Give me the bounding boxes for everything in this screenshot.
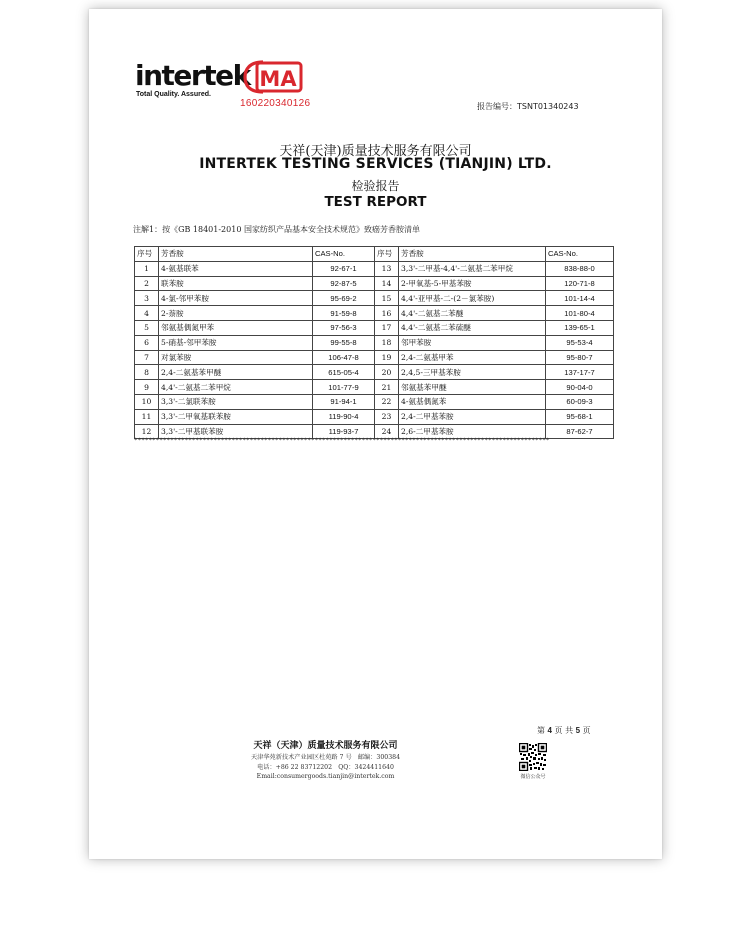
report-number-label: 报告编号： — [477, 102, 517, 111]
logo-tagline: Total Quality. Assured. — [136, 91, 211, 98]
header-no: 序号 — [375, 247, 399, 262]
cell-amine: 4,4'-二氨基二苯甲烷 — [159, 380, 313, 395]
table-row — [135, 261, 614, 276]
cell-no: 24 — [375, 424, 399, 439]
aromatic-amine-table — [134, 246, 614, 439]
cell-cas: 87-62-7 — [546, 424, 614, 439]
cell-amine: 4-氨基偶氮苯 — [399, 394, 546, 409]
cell-amine: 邻氨基偶氮甲苯 — [159, 320, 313, 335]
table-row — [135, 291, 614, 306]
cell-amine: 4,4'-二氨基二苯硫醚 — [399, 320, 546, 335]
cell-no: 12 — [135, 424, 159, 439]
cell-amine: 4,4'-二氨基二苯醚 — [399, 306, 546, 321]
table-row — [135, 394, 614, 409]
cell-no: 7 — [135, 350, 159, 365]
footer-address: 天津华苑新技术产业园区杜苑路 7 号 邮编：300384 — [250, 754, 401, 761]
cell-cas: 139-65-1 — [546, 320, 614, 335]
cma-seal-icon — [243, 60, 303, 94]
cell-cas: 92-87-5 — [313, 276, 375, 291]
header-amine: 芳香胺 — [399, 247, 546, 262]
cell-no: 20 — [375, 365, 399, 380]
cell-amine: 3,3'-二氯联苯胺 — [159, 394, 313, 409]
footer-company: 天祥（天津）质量技术服务有限公司 — [253, 741, 398, 751]
cell-cas: 838-88-0 — [546, 261, 614, 276]
company-name-cn: 天祥(天津)质量技术服务有限公司 — [279, 144, 472, 159]
cell-amine: 3,3'-二甲基联苯胺 — [159, 424, 313, 439]
table-row — [135, 350, 614, 365]
header-cas: CAS-No. — [313, 247, 375, 262]
cell-cas: 95-68-1 — [546, 409, 614, 424]
table-row — [135, 380, 614, 395]
cell-cas: 60-09-3 — [546, 394, 614, 409]
cell-no: 11 — [135, 409, 159, 424]
footer — [89, 740, 562, 782]
cell-amine: 3,3'-二甲氧基联苯胺 — [159, 409, 313, 424]
cell-cas: 101-77-9 — [313, 380, 375, 395]
report-page — [89, 9, 662, 859]
cell-amine: 4-氯-邻甲苯胺 — [159, 291, 313, 306]
cell-no: 1 — [135, 261, 159, 276]
cell-cas: 95-80-7 — [546, 350, 614, 365]
cell-no: 14 — [375, 276, 399, 291]
table-note: 注解1：按《GB 18401-2010 国家纺织产品基本安全技术规范》致癌芳香胺清单 — [133, 225, 420, 234]
cell-cas: 119-93-7 — [313, 424, 375, 439]
header-cas: CAS-No. — [546, 247, 614, 262]
cell-amine: 2,6-二甲基苯胺 — [399, 424, 546, 439]
cell-cas: 615-05-4 — [313, 365, 375, 380]
cell-no: 18 — [375, 335, 399, 350]
cell-amine: 2-萘胺 — [159, 306, 313, 321]
cell-no: 9 — [135, 380, 159, 395]
table-row — [135, 320, 614, 335]
cell-no: 19 — [375, 350, 399, 365]
cell-cas: 91-94-1 — [313, 394, 375, 409]
cell-amine: 2,4,5-三甲基苯胺 — [399, 365, 546, 380]
cell-amine: 2,4-二氨基甲苯 — [399, 350, 546, 365]
table-end-marker: ******************************************************************************************************************* — [134, 437, 550, 444]
cell-no: 23 — [375, 409, 399, 424]
cell-no: 3 — [135, 291, 159, 306]
page-current: 4 — [547, 726, 552, 735]
cell-amine: 邻甲苯胺 — [399, 335, 546, 350]
cell-cas: 101-80-4 — [546, 306, 614, 321]
table-row — [135, 365, 614, 380]
cell-cas: 99-55-8 — [313, 335, 375, 350]
table-row — [135, 335, 614, 350]
cell-no: 22 — [375, 394, 399, 409]
cell-amine: 3,3'-二甲基-4,4'-二氨基二苯甲烷 — [399, 261, 546, 276]
logo-wordmark: intertek — [135, 59, 250, 92]
cell-amine: 2-甲氧基-5-甲基苯胺 — [399, 276, 546, 291]
cell-amine: 5-硝基-邻甲苯胺 — [159, 335, 313, 350]
cell-amine: 4-氨基联苯 — [159, 261, 313, 276]
table-row — [135, 276, 614, 291]
footer-phone: 电话：+86 22 83712202 QQ：3424411640 — [257, 763, 394, 771]
cell-cas: 137-17-7 — [546, 365, 614, 380]
cell-cas: 90-04-0 — [546, 380, 614, 395]
cell-amine: 4,4'-亚甲基-二-(2－氯苯胺) — [399, 291, 546, 306]
cell-cas: 119-90-4 — [313, 409, 375, 424]
page-prefix: 第 — [537, 726, 545, 735]
cell-no: 5 — [135, 320, 159, 335]
header-amine: 芳香胺 — [159, 247, 313, 262]
report-number — [477, 101, 579, 112]
cell-cas: 106-47-8 — [313, 350, 375, 365]
table-header-row — [135, 247, 614, 262]
report-number-value: TSNT01340243 — [517, 102, 579, 111]
page-mid: 页 共 — [554, 726, 574, 735]
ma-certificate-number: 160220340126 — [240, 98, 311, 109]
ma-text: MA — [259, 67, 297, 91]
footer-email: Email:consumergoods.tianjin@intertek.com — [256, 773, 395, 780]
cell-cas: 97-56-3 — [313, 320, 375, 335]
cell-cas: 91-59-8 — [313, 306, 375, 321]
cell-no: 2 — [135, 276, 159, 291]
cell-no: 10 — [135, 394, 159, 409]
cell-cas: 101-14-4 — [546, 291, 614, 306]
cell-amine: 邻氨基苯甲醚 — [399, 380, 546, 395]
page-suffix: 页 — [582, 726, 591, 735]
cell-no: 21 — [375, 380, 399, 395]
company-name-en: INTERTEK TESTING SERVICES (TIANJIN) LTD. — [199, 156, 552, 172]
cell-no: 4 — [135, 306, 159, 321]
table-row — [135, 409, 614, 424]
cell-no: 8 — [135, 365, 159, 380]
report-title-en: TEST REPORT — [324, 194, 427, 210]
cell-amine: 对氯苯胺 — [159, 350, 313, 365]
header-no: 序号 — [135, 247, 159, 262]
cell-amine: 2,4-二甲基苯胺 — [399, 409, 546, 424]
table-row — [135, 306, 614, 321]
report-title-cn: 检验报告 — [351, 179, 400, 193]
table-body — [135, 261, 614, 439]
cell-no: 16 — [375, 306, 399, 321]
cell-no: 15 — [375, 291, 399, 306]
cell-cas: 95-53-4 — [546, 335, 614, 350]
qr-code-icon — [519, 743, 547, 771]
cell-cas: 95-69-2 — [313, 291, 375, 306]
cell-amine: 2,4-二氨基苯甲醚 — [159, 365, 313, 380]
cell-no: 6 — [135, 335, 159, 350]
cell-no: 17 — [375, 320, 399, 335]
qr-caption: 微信公众号 — [520, 774, 546, 780]
cell-cas: 92-67-1 — [313, 261, 375, 276]
cell-cas: 120-71-8 — [546, 276, 614, 291]
page-indicator — [537, 725, 591, 736]
cell-amine: 联苯胺 — [159, 276, 313, 291]
cell-no: 13 — [375, 261, 399, 276]
page-total: 5 — [575, 726, 581, 735]
